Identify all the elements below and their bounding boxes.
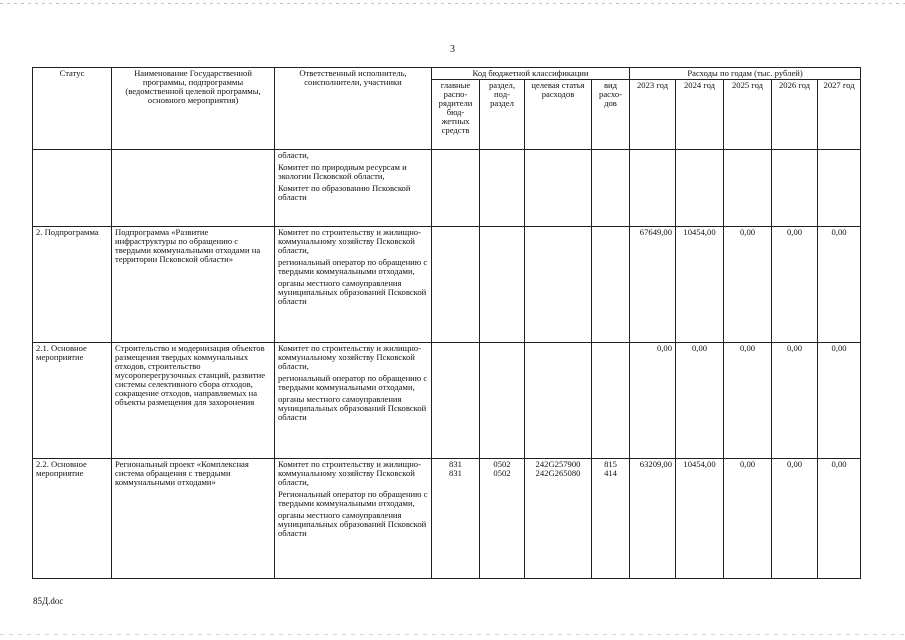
table-body [33, 150, 861, 579]
executor-entry: Комитет по природным ресурсам и экологии Псковской области, [278, 162, 407, 182]
amount-cell: 0,00 [724, 459, 772, 579]
target-code-value: 242G257900 [535, 459, 581, 470]
header-year-2027: 2027 год [818, 80, 861, 150]
amount-cell [676, 150, 724, 227]
program-name-cell: Подпрограмма «Развитие инфраструктуры по обращению с твердыми коммунальными отходами на территории Псковской области» [112, 227, 275, 343]
grbs-code-value: 831 [449, 468, 462, 479]
amount-cell [724, 150, 772, 227]
executor-entry: региональный оператор по обращению с твердыми коммунальными отходами, [278, 257, 428, 277]
header-year-2023: 2023 год [630, 80, 676, 150]
type-code-cell [592, 343, 630, 459]
section-code-cell [480, 150, 525, 227]
status-cell: 2.2. Основное мероприятие [33, 459, 112, 579]
type-code-cell [592, 150, 630, 227]
header-status: Статус [33, 68, 112, 150]
header-expenses: Расходы по годам (тыс. рублей) [630, 68, 861, 80]
program-name-cell: Региональный проект «Комплексная система обращения с твердыми коммунальными отходами» [112, 459, 275, 579]
amount-cell: 0,00 [818, 227, 861, 343]
target-code-value: 242G265080 [535, 468, 581, 479]
header-year-2026: 2026 год [772, 80, 818, 150]
executor-entry: Региональный оператор по обращению с твердыми коммунальными отходами, [278, 489, 428, 509]
executor-entry: органы местного самоуправления муниципальных образований Псковской области [278, 394, 427, 423]
amount-cell: 0,00 [772, 459, 818, 579]
table-row [33, 459, 861, 579]
header-year-2024: 2024 год [676, 80, 724, 150]
section-code-value: 0502 [493, 468, 511, 479]
target-code-cell [525, 343, 592, 459]
header-section: раздел, под-раздел [480, 80, 525, 150]
amount-cell [630, 150, 676, 227]
grbs-code-cell [432, 150, 480, 227]
amount-cell: 0,00 [724, 343, 772, 459]
grbs-code-cell [432, 227, 480, 343]
target-code-cell [525, 150, 592, 227]
header-grbs: главные распо-рядители бюд-жетных средств [432, 80, 480, 150]
amount-cell: 67649,00 [630, 227, 676, 343]
section-code-cell [480, 227, 525, 343]
header-budget-code: Код бюджетной классификации [432, 68, 630, 80]
amount-cell: 0,00 [772, 343, 818, 459]
grbs-code-cell [432, 459, 480, 579]
executor-cell [275, 227, 432, 343]
amount-cell: 10454,00 [676, 459, 724, 579]
type-code-value: 414 [604, 468, 617, 479]
amount-cell: 0,00 [818, 459, 861, 579]
amount-cell: 10454,00 [676, 227, 724, 343]
executor-cell [275, 150, 432, 227]
executor-entry: Комитет по строительству и жилищно-коммунальному хозяйству Псковской области, [278, 343, 421, 372]
executor-cell [275, 459, 432, 579]
status-cell: 2. Подпрограмма [33, 227, 112, 343]
page-number: 3 [450, 44, 455, 55]
executor-entry: органы местного самоуправления муниципальных образований Псковской области [278, 510, 427, 539]
amount-cell: 0,00 [724, 227, 772, 343]
grbs-code-value: 831 [449, 459, 462, 470]
scan-artifact-bottom [0, 634, 905, 635]
header-row-1 [33, 68, 861, 80]
amount-cell: 0,00 [630, 343, 676, 459]
amount-cell: 0,00 [772, 227, 818, 343]
executor-entry: Комитет по строительству и жилищно-коммунальному хозяйству Псковской области, [278, 459, 421, 488]
header-executor: Ответственный исполнитель, соисполнители, участники [275, 68, 432, 150]
executor-entry: области, [278, 150, 309, 161]
scan-artifact-top [0, 3, 905, 4]
section-code-value: 0502 [493, 459, 511, 470]
header-expense-type: вид расхо-дов [592, 80, 630, 150]
executor-cell [275, 343, 432, 459]
table-row [33, 343, 861, 459]
header-year-2025: 2025 год [724, 80, 772, 150]
executor-entry: Комитет по строительству и жилищно-коммунальному хозяйству Псковской области, [278, 227, 421, 256]
amount-cell [818, 150, 861, 227]
grbs-code-cell [432, 343, 480, 459]
status-cell [33, 150, 112, 227]
amount-cell [772, 150, 818, 227]
table-row [33, 227, 861, 343]
amount-cell: 63209,00 [630, 459, 676, 579]
amount-cell: 0,00 [818, 343, 861, 459]
type-code-cell [592, 459, 630, 579]
program-name-cell: Строительство и модернизация объектов размещения твердых коммунальных отходов, строительство мусороперегрузочных станций, развитие системы селективного сбора отходов, сокращение отходов, направляемых на объекты размещения для захоронения [112, 343, 275, 459]
section-code-cell [480, 343, 525, 459]
document-filename: 85Д.doc [33, 596, 64, 606]
section-code-cell [480, 459, 525, 579]
target-code-cell [525, 227, 592, 343]
status-cell: 2.1. Основное мероприятие [33, 343, 112, 459]
program-name-cell [112, 150, 275, 227]
target-code-cell [525, 459, 592, 579]
table-row [33, 150, 861, 227]
type-code-value: 815 [604, 459, 617, 470]
executor-entry: региональный оператор по обращению с твердыми коммунальными отходами, [278, 373, 428, 393]
amount-cell: 0,00 [676, 343, 724, 459]
header-program-name: Наименование Государственной программы, подпрограммы (ведомственной целевой программы, основного мероприятия) [112, 68, 275, 150]
header-target-article: целевая статья расходов [525, 80, 592, 150]
type-code-cell [592, 227, 630, 343]
budget-table [32, 67, 861, 579]
executor-entry: Комитет по образованию Псковской области [278, 183, 411, 203]
executor-entry: органы местного самоуправления муниципальных образований Псковской области [278, 278, 427, 307]
